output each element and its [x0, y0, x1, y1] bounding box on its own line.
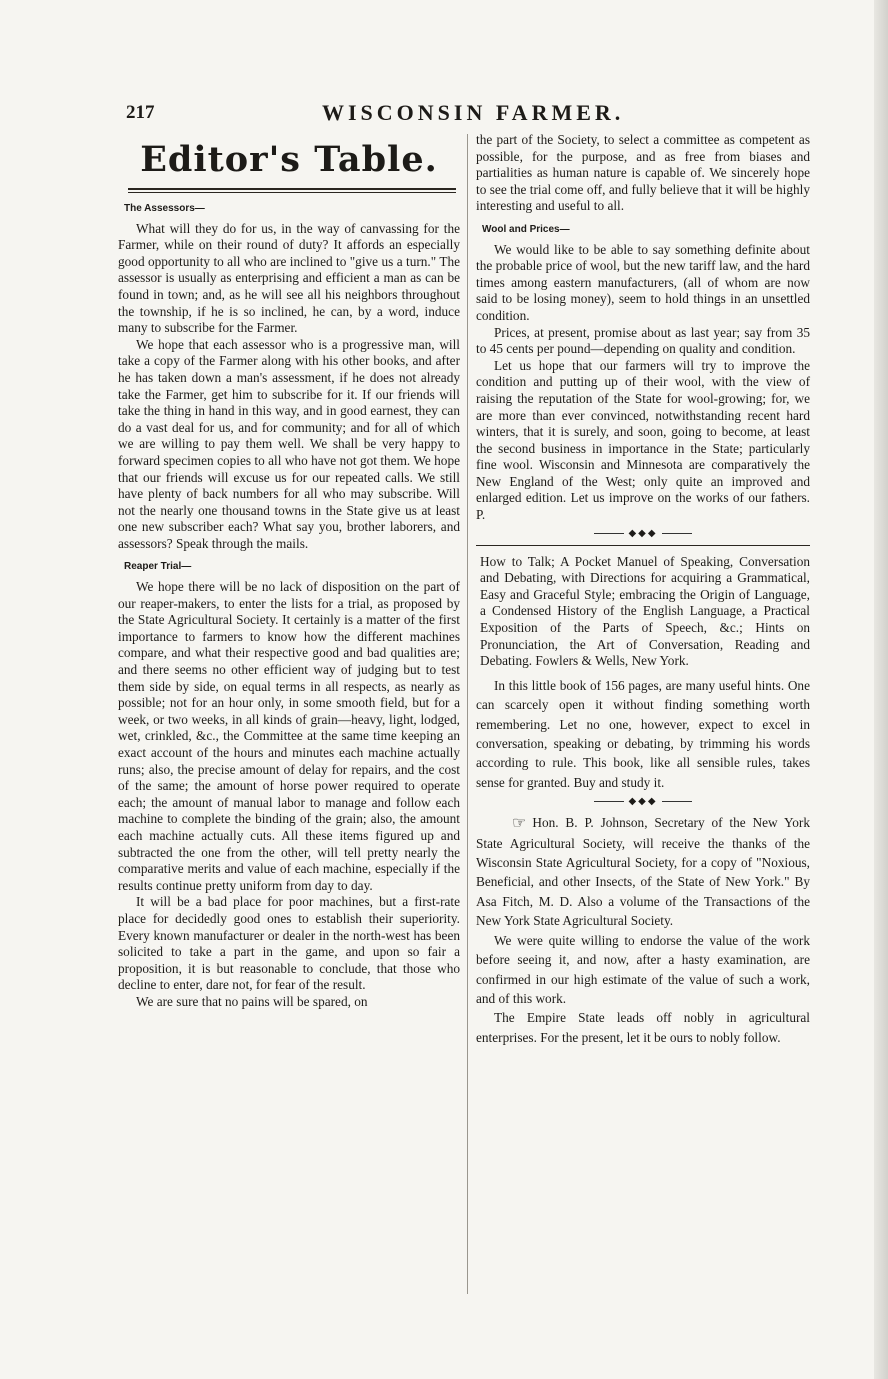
left-column: [118, 132, 460, 1011]
ornament-divider: ◆◆◆: [476, 529, 810, 539]
running-title: WISCONSIN FARMER.: [322, 100, 625, 125]
assessors-paragraph-1: What will they do for us, in the way of canvassing for the Farmer, while on their round of duty? It affords an especially good opportunity to all who are inclined to "give us a turn." The assessor is usually as enterprising and efficient a man as can be found in town; and, as he will see all his neighbors throughout the township, if he is so inclined, he can, by a word, induce many to subscribe for the Farmer.: [118, 220, 460, 336]
johnson-paragraph-1: Hon. B. P. Johnson, Secretary of the New York State Agricultural Society, will receive the thanks of the Wisconsin State Agricultural Society, for a copy of "Noxious, Beneficial, and other Insects, of the State of New York." By Asa Fitch, M. D. Also a volume of the Transactions of the New York State Agricultural Society.: [476, 815, 810, 929]
reaper-continuation: the part of the Society, to select a committee as competent as possible, for the purpose, and as free from biases and partialities as human nature is capable of. We sincerely hope to see the trial come off, and fully believe that it will be highly interesting and useful to all.: [476, 132, 810, 214]
column-divider: [467, 134, 468, 1294]
section-heading-assessors: The Assessors—: [124, 203, 205, 214]
reaper-paragraph-1: We hope there will be no lack of disposition on the part of our reaper-makers, to enter the lists for a trial, as proposed by the State Agricultural Society. It certainly is a matter of the first importance to farmers to know how the different machines compare, and what their respective good and bad qualities are; and there seems no other efficient way of judging but to test them side by side, on equal terms in all respects, as nearly as possible; not for an hour only, in some smooth field, but for a week, or two weeks, in all kinds of grain—heavy, light, lodged, wet, crinkled, &c., the Committee at the same time keeping an exact account of the hours and minutes each machine actually runs; also, the precise amount of delay for repairs, and the cost of the same; the amount of horse power required to operate each; the amount of manual labor to manage and follow each machine to complete the binding of the grain; also, the amount each machine actually cuts. All these items figured up and subtracted the one from the other, will tell pretty nearly the comparative merits and value of each machine, especially if the results continue pretty uniform from day to day.: [118, 579, 460, 893]
page-header: [126, 100, 834, 130]
section-heading-wool: Wool and Prices—: [482, 223, 570, 235]
page-number: 217: [126, 102, 155, 123]
title-rule: [128, 188, 456, 193]
johnson-notice: [476, 813, 810, 1047]
ornament-divider-2: ◆◆◆: [476, 797, 810, 807]
right-column: [476, 132, 810, 1047]
section-heading-reaper-trial: Reaper Trial—: [124, 561, 192, 573]
how-to-talk-notice: How to Talk; A Pocket Manuel of Speaking, Conversation and Debating, with Directions for acquiring a Grammatical, Easy and Graceful Style; embracing the Origin of Language, a Condensed History of the English Language, a Practical Exposition of the Parts of Speech, &c.; Hints on Pronunciation, the Art of Conversation, Reading and Debating. Fowlers & Wells, New York.: [480, 553, 810, 669]
reaper-paragraph-3: We are sure that no pains will be spared, on: [136, 993, 368, 1009]
page-edge: [874, 0, 888, 1379]
assessors-paragraph-2: We hope that each assessor who is a progressive man, will take a copy of the Farmer along with his other books, and after he has taken down a man's assessment, if he does not already take the Farmer, get him to subscribe for it. If our friends will take the thing in hand in this way, and in good earnest, they can do a vast deal for us, and for community; and for all of which we are willing to pay them well. We shall be very happy to forward specimen copies to all who have not got them. We hope that our friends will excuse us for our repeated calls. We still have plenty of back numbers for all who may subscribe. Will not the nearly one thousand towns in the State give us at least one new subscriber each? What say you, brother laborers, and assessors? Speak through the mails.: [118, 336, 460, 551]
section-rule: [476, 545, 810, 546]
wool-paragraph-3: Let us hope that our farmers will try to improve the condition and putting up of their wool, with the view of raising the reputation of the State for wool-growing; for, we are more than ever convinced, notwithstanding recent hard winters, that it is surely, and soon, going to become, at least the second business in importance in the State; particularly fine wool. Wisconsin and Minnesota are comparatively the New England of the West; only quite an improved and enlarged edition. Let us improve on the works of our fathers. P.: [476, 357, 810, 523]
wool-paragraph-1: We would like to be able to say something definite about the probable price of wool, but the new tariff law, and the hard times among eastern manufacturers, (all of whom are now said to be losing money), seem to hold things in an unsettled condition.: [476, 241, 810, 323]
reaper-paragraph-2: It will be a bad place for poor machines, but a first-rate place for decidedly good ones to establish their superiority. Every known manufacturer or dealer in the north-west has been solicited to take a part in the game, and upon so fair a proposition, it is but reasonable to conclude, that those who decline to enter, dare not, for fear of the result.: [118, 894, 460, 993]
johnson-paragraph-2: We were quite willing to endorse the value of the work before seeing it, and now, after a hasty examination, are confirmed in our high estimate of the value of such a work, and of this work.: [476, 932, 810, 1006]
johnson-paragraph-3: The Empire State leads off nobly in agricultural enterprises. For the present, let it be ours to nobly follow.: [476, 1010, 810, 1045]
wool-paragraph-2: Prices, at present, promise about as last year; say from 35 to 45 cents per pound—depending on quality and condition.: [476, 324, 810, 357]
how-to-talk-review: In this little book of 156 pages, are many useful hints. One can scarcely open it without finding something worth remembering. Let no one, however, expect to excel in conversation, speaking or debating, by trimming his words according to rule. This book, like all sensible rules, takes sense for granted. Buy and study it.: [476, 677, 810, 790]
pointing-hand-icon: ☞: [512, 815, 527, 833]
editors-table-title: Editor's Table.: [140, 139, 438, 180]
